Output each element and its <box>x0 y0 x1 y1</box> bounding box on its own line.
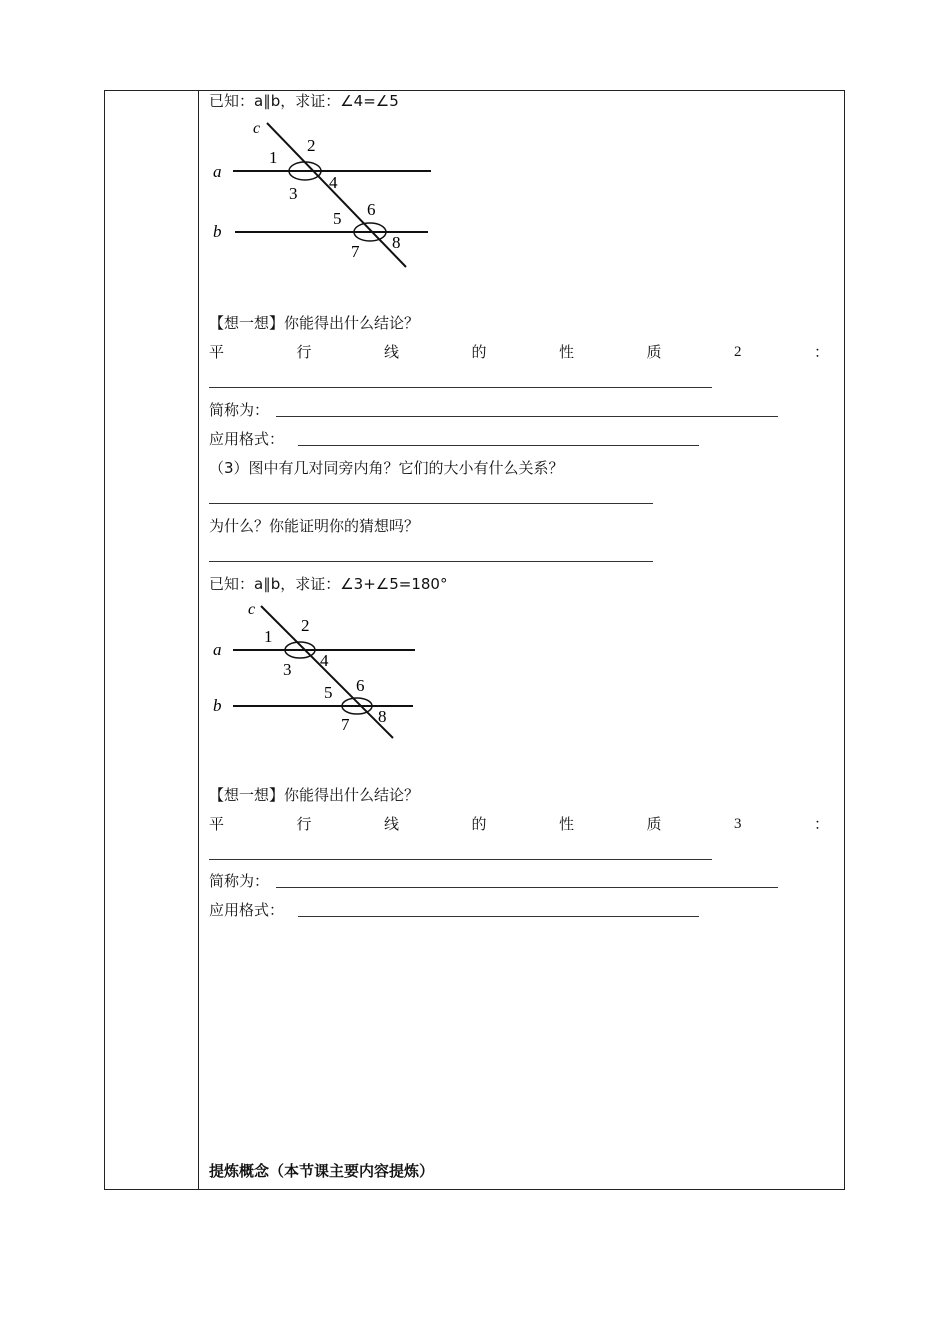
property-char: 平 <box>209 815 225 833</box>
angle-label-7: 7 <box>341 715 350 734</box>
parallel-lines-figure-1 <box>205 115 445 275</box>
angle-label-4: 4 <box>329 173 338 192</box>
given-statement-2: 已知：a∥b，求证：∠3+∠5=180° <box>209 575 448 593</box>
property-char: 行 <box>296 343 312 361</box>
think-prompt-2: 【想一想】你能得出什么结论？ <box>209 786 420 804</box>
why-answer-blank[interactable] <box>209 561 653 562</box>
label-c: c <box>248 601 256 618</box>
format-answer-blank-1[interactable] <box>298 445 699 446</box>
label-c: c <box>253 120 261 137</box>
property-char: 的 <box>471 815 487 833</box>
angle-label-7: 7 <box>351 242 360 261</box>
angle-label-2: 2 <box>307 136 316 155</box>
label-b: b <box>213 696 222 715</box>
label-b: b <box>213 222 222 241</box>
angle-label-8: 8 <box>378 707 387 726</box>
angle-label-3: 3 <box>283 660 292 679</box>
angle-label-3: 3 <box>289 184 298 203</box>
property-2-answer-blank[interactable] <box>209 387 712 388</box>
property-number: 3 <box>734 816 742 832</box>
property-char: 线 <box>384 343 400 361</box>
property-char: 性 <box>559 343 575 361</box>
angle-label-8: 8 <box>392 233 401 252</box>
abbr-label-2: 简称为： <box>209 872 270 890</box>
property-char: 质 <box>646 815 662 833</box>
label-a: a <box>213 640 222 659</box>
angle-label-6: 6 <box>356 676 365 695</box>
property-char: 性 <box>559 815 575 833</box>
abbr-label-1: 简称为： <box>209 401 270 419</box>
format-answer-blank-2[interactable] <box>298 916 699 917</box>
angle-label-4: 4 <box>320 651 329 670</box>
line-c <box>267 123 406 267</box>
column-divider <box>198 91 199 1189</box>
format-label-2: 应用格式： <box>209 901 285 919</box>
question-3: （3）图中有几对同旁内角？它们的大小有什么关系？ <box>209 459 564 477</box>
angle-label-5: 5 <box>324 683 333 702</box>
property-char: 的 <box>471 343 487 361</box>
parallel-lines-figure-2 <box>205 598 435 748</box>
angle-label-6: 6 <box>367 200 376 219</box>
angle-label-1: 1 <box>264 627 273 646</box>
property-char: 质 <box>646 343 662 361</box>
abbr-answer-blank-1[interactable] <box>276 416 778 417</box>
abbr-answer-blank-2[interactable] <box>276 887 778 888</box>
property-line-3 <box>209 814 829 834</box>
angle-label-5: 5 <box>333 209 342 228</box>
line-c <box>261 606 393 738</box>
why-prompt: 为什么？你能证明你的猜想吗？ <box>209 517 420 535</box>
format-label-1: 应用格式： <box>209 430 285 448</box>
think-prompt-1: 【想一想】你能得出什么结论？ <box>209 314 420 332</box>
property-line-2 <box>209 342 829 362</box>
property-3-answer-blank[interactable] <box>209 859 712 860</box>
question-3-answer-blank[interactable] <box>209 503 653 504</box>
property-colon: ： <box>813 343 829 361</box>
property-number: 2 <box>734 344 742 360</box>
angle-label-1: 1 <box>269 148 278 167</box>
angle-label-2: 2 <box>301 616 310 635</box>
property-colon: ： <box>813 815 829 833</box>
summary-heading: 提炼概念（本节课主要内容提炼） <box>209 1162 435 1180</box>
label-a: a <box>213 162 222 181</box>
property-char: 线 <box>384 815 400 833</box>
given-statement-1: 已知：a∥b，求证：∠4=∠5 <box>209 92 399 110</box>
property-char: 平 <box>209 343 225 361</box>
property-char: 行 <box>296 815 312 833</box>
